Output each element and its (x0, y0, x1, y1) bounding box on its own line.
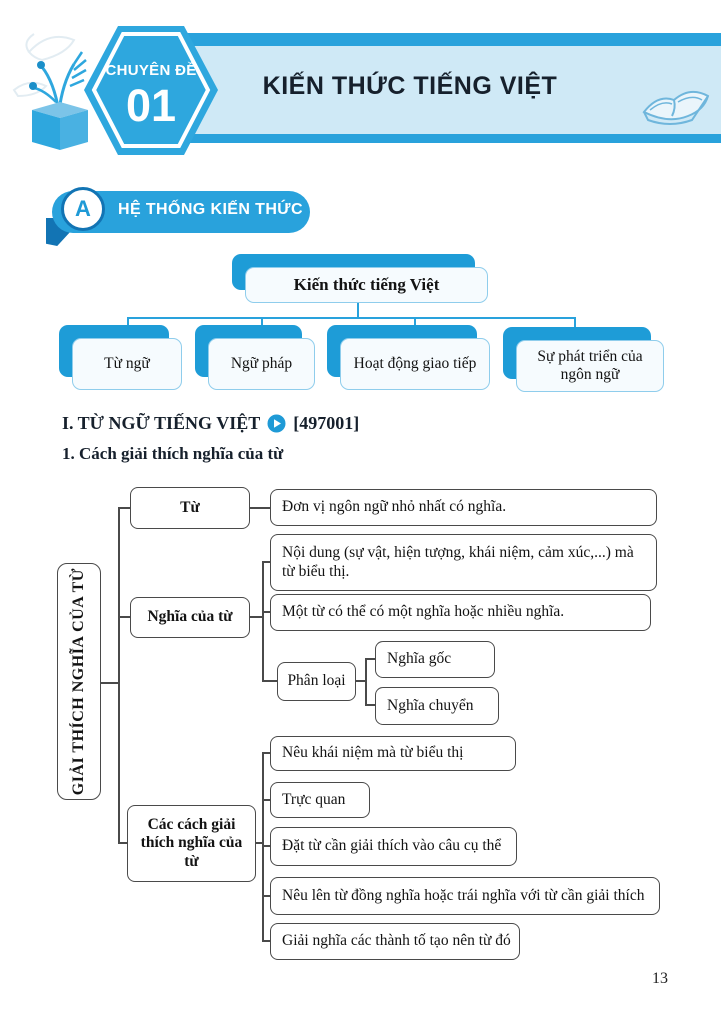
section-title: HỆ THỐNG KIẾN THỨC (118, 201, 303, 218)
section-letter-circle (61, 187, 105, 231)
leaf-box: Nội dung (sự vật, hiện tượng, khái niệm, cảm xúc,...) mà từ biểu thị. (270, 534, 657, 591)
mindmap-root-label: GIẢI THÍCH NGHĨA CỦA TỪ (70, 567, 87, 796)
chart-child-box (72, 338, 182, 390)
chart-child-label: Hoạt động giao tiếp (340, 338, 490, 390)
tree-line (262, 799, 270, 801)
tree-line (365, 659, 367, 706)
play-icon (267, 414, 286, 433)
branch-box-tu: Từ (130, 487, 250, 529)
chart-root-box (245, 267, 488, 303)
leaf-box: Đặt từ cần giải thích vào câu cụ thể (270, 827, 517, 866)
tree-line (262, 753, 264, 942)
tree-line (262, 561, 270, 563)
leaf-box: Nêu lên từ đồng nghĩa hoặc trái nghĩa với từ cần giải thích (270, 877, 660, 915)
chapter-number: 01 (125, 80, 177, 131)
tree-line (250, 507, 270, 509)
tree-line (262, 611, 270, 613)
chapter-hexagon (82, 24, 220, 157)
chart-child-label: Từ ngữ (72, 338, 182, 390)
tree-line (118, 508, 120, 844)
tree-line (118, 507, 130, 509)
chart-child-box (516, 340, 664, 392)
chapter-label: CHUYÊN ĐỀ (105, 62, 197, 79)
section-code: [497001] (293, 413, 360, 433)
tree-line (365, 658, 375, 660)
leaf-box: Nghĩa chuyển (375, 687, 499, 725)
tree-line (262, 940, 270, 942)
branch-box-cac-cach: Các cách giải thích nghĩa của từ (127, 805, 256, 882)
tree-line (118, 616, 130, 618)
tree-line (250, 616, 262, 618)
sub-heading: 1. Cách giải thích nghĩa của từ (62, 444, 284, 463)
tree-line (365, 704, 375, 706)
open-book-icon (638, 74, 712, 132)
chapter-title: KIẾN THỨC TIẾNG VIỆT (262, 72, 558, 100)
branch-box-phan-loai: Phân loại (277, 662, 356, 701)
chart-child-label: Sự phát triển của ngôn ngữ (516, 340, 664, 392)
leaf-box: Một từ có thể có một nghĩa hoặc nhiều nghĩa. (270, 594, 651, 631)
branch-box-nghia-cua-tu: Nghĩa của từ (130, 597, 250, 638)
leaf-box: Nêu khái niệm mà từ biểu thị (270, 736, 516, 771)
tree-line (262, 895, 270, 897)
section-heading (62, 413, 359, 434)
section-heading-text: I. TỪ NGỮ TIẾNG VIỆT (62, 413, 261, 433)
leaf-box: Nghĩa gốc (375, 641, 495, 678)
tree-line (262, 752, 270, 754)
chart-connector (127, 317, 576, 319)
chart-child-box (340, 338, 490, 390)
tree-line (118, 842, 127, 844)
tree-line (262, 562, 264, 682)
section-letter: A (75, 196, 91, 221)
chart-root-label: Kiến thức tiếng Việt (245, 267, 488, 303)
chart-child-box (208, 338, 315, 390)
page-number: 13 (652, 970, 668, 987)
tree-line (356, 680, 365, 682)
mindmap-root-box (57, 563, 101, 800)
leaf-box: Đơn vị ngôn ngữ nhỏ nhất có nghĩa. (270, 489, 657, 526)
tree-line (262, 680, 277, 682)
tree-line (262, 845, 270, 847)
leaf-box: Giải nghĩa các thành tố tạo nên từ đó (270, 923, 520, 960)
chart-child-label: Ngữ pháp (208, 338, 315, 390)
tree-line (101, 682, 118, 684)
leaf-box: Trực quan (270, 782, 370, 818)
